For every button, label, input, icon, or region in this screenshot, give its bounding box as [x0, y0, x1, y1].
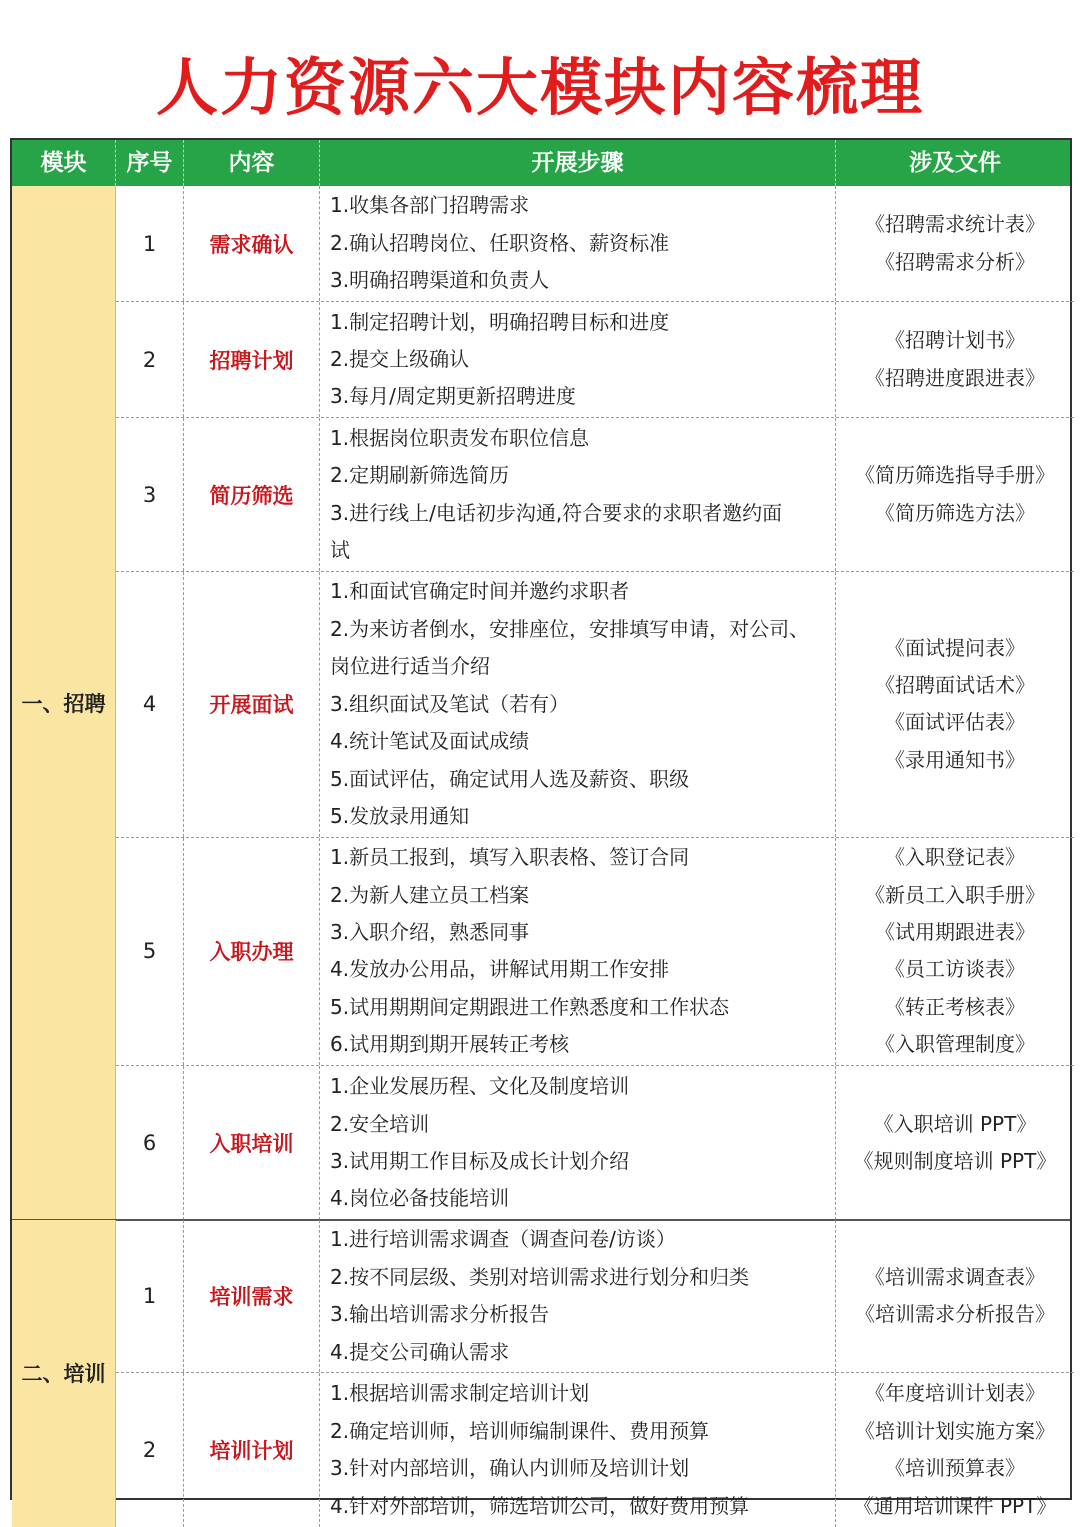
row-steps [320, 302, 836, 417]
step-line: 2.按不同层级、类别对培训需求进行划分和归类 [330, 1264, 750, 1289]
doc-line: 《试用期跟进表》 [875, 920, 1035, 945]
row-steps [320, 418, 836, 571]
doc-line: 《入职登记表》 [885, 845, 1025, 870]
page-title: 人力资源六大模块内容梳理 [155, 51, 924, 124]
step-line: 2.安全培训 [330, 1111, 430, 1136]
row-content: 招聘计划 [184, 302, 320, 417]
doc-line: 《招聘需求分析》 [875, 249, 1035, 274]
row-steps [320, 572, 836, 837]
step-line: 6.试用期到期开展转正考核 [330, 1032, 570, 1057]
step-line: 3.试用期工作目标及成长计划介绍 [330, 1148, 630, 1173]
step-line: 5.面试评估，确定试用人选及薪资、职级 [330, 766, 690, 791]
row-steps [320, 1373, 836, 1527]
step-line: 1.进行培训需求调查（调查问卷/访谈） [330, 1227, 676, 1252]
row-number: 2 [116, 302, 184, 417]
step-line: 2.确定培训师，培训师编制课件、费用预算 [330, 1418, 710, 1443]
step-line: 3.入职介绍，熟悉同事 [330, 920, 530, 945]
doc-line: 《面试提问表》 [885, 635, 1025, 660]
doc-line: 《面试评估表》 [885, 710, 1025, 735]
row-content: 入职办理 [184, 838, 320, 1065]
table-row [116, 418, 1074, 572]
step-line: 3.输出培训需求分析报告 [330, 1302, 550, 1327]
row-docs [836, 838, 1074, 1065]
step-line: 1.企业发展历程、文化及制度培训 [330, 1074, 630, 1099]
step-line: 2.定期刷新筛选简历 [330, 463, 510, 488]
hr-modules-table [10, 138, 1072, 1518]
step-line: 2.确认招聘岗位、任职资格、薪资标准 [330, 230, 670, 255]
doc-line: 《通用培训课件 PPT》 [853, 1493, 1057, 1518]
doc-line: 《培训预算表》 [885, 1456, 1025, 1481]
header-module: 模块 [12, 140, 116, 186]
row-content: 简历筛选 [184, 418, 320, 571]
row-docs [836, 572, 1074, 837]
row-steps [320, 838, 836, 1065]
doc-line: 《简历筛选方法》 [875, 500, 1035, 525]
step-line: 2.为来访者倒水，安排座位，安排填写申请，对公司、 [330, 616, 810, 641]
step-line: 3.针对内部培训，确认内训师及培训计划 [330, 1456, 690, 1481]
doc-line: 《招聘进度跟进表》 [865, 365, 1045, 390]
step-line: 4.岗位必备技能培训 [330, 1186, 510, 1211]
step-line: 5.发放录用通知 [330, 803, 470, 828]
step-line: 4.针对外部培训，筛选培训公司，做好费用预算 [330, 1493, 750, 1518]
row-docs [836, 186, 1074, 301]
row-docs [836, 1373, 1074, 1527]
header-steps: 开展步骤 [320, 140, 836, 186]
row-content: 需求确认 [184, 186, 320, 301]
table-row [116, 302, 1074, 418]
doc-line: 《培训计划实施方案》 [855, 1418, 1055, 1443]
doc-line: 《入职培训 PPT》 [873, 1111, 1037, 1136]
step-line: 1.新员工报到，填写入职表格、签订合同 [330, 845, 690, 870]
step-line: 4.发放办公用品，讲解试用期工作安排 [330, 957, 670, 982]
row-steps [320, 1066, 836, 1220]
step-line: 1.制定招聘计划，明确招聘目标和进度 [330, 309, 670, 334]
table-body [12, 186, 1070, 1518]
step-line: 3.明确招聘渠道和负责人 [330, 268, 550, 293]
doc-line: 《招聘需求统计表》 [865, 212, 1045, 237]
doc-line: 《新员工入职手册》 [865, 882, 1045, 907]
table-row [116, 1373, 1074, 1527]
table-row [116, 186, 1074, 302]
row-number: 1 [116, 186, 184, 301]
table-row [116, 1066, 1074, 1220]
doc-line: 《员工访谈表》 [885, 957, 1025, 982]
step-line: 3.每月/周定期更新招聘进度 [330, 384, 576, 409]
step-line: 5.试用期期间定期跟进工作熟悉度和工作状态 [330, 994, 730, 1019]
step-line: 1.和面试官确定时间并邀约求职者 [330, 579, 630, 604]
table-row [116, 1220, 1074, 1374]
module-cell: 一、招聘 [12, 186, 116, 1220]
row-content: 培训需求 [184, 1220, 320, 1373]
step-line: 岗位进行适当介绍 [330, 654, 490, 679]
header-docs: 涉及文件 [909, 150, 1001, 176]
doc-line: 《规则制度培训 PPT》 [853, 1148, 1057, 1173]
step-line: 4.统计笔试及面试成绩 [330, 729, 530, 754]
row-docs [836, 418, 1074, 571]
doc-line: 《转正考核表》 [885, 994, 1025, 1019]
row-content: 培训计划 [184, 1373, 320, 1527]
table-row [116, 572, 1074, 838]
row-number: 6 [116, 1066, 184, 1220]
doc-line: 《年度培训计划表》 [865, 1381, 1045, 1406]
row-number: 1 [116, 1220, 184, 1373]
header-no: 序号 [116, 140, 184, 186]
row-number: 5 [116, 838, 184, 1065]
doc-line: 《培训需求分析报告》 [855, 1302, 1055, 1327]
table-header [12, 140, 1070, 186]
step-line: 1.收集各部门招聘需求 [330, 193, 530, 218]
module-cell: 二、培训 [12, 1220, 116, 1527]
step-line: 1.根据培训需求制定培训计划 [330, 1381, 590, 1406]
doc-line: 《简历筛选指导手册》 [855, 463, 1055, 488]
row-steps [320, 186, 836, 301]
doc-line: 《招聘计划书》 [885, 328, 1025, 353]
step-line: 3.组织面试及笔试（若有） [330, 691, 570, 716]
step-line: 4.提交公司确认需求 [330, 1339, 510, 1364]
doc-line: 《培训需求调查表》 [865, 1264, 1045, 1289]
doc-line: 《录用通知书》 [885, 747, 1025, 772]
row-content: 入职培训 [184, 1066, 320, 1220]
row-docs [836, 1220, 1074, 1373]
row-number: 2 [116, 1373, 184, 1527]
row-docs [836, 302, 1074, 417]
step-line: 2.提交上级确认 [330, 347, 470, 372]
step-line: 1.根据岗位职责发布职位信息 [330, 425, 590, 450]
row-content: 开展面试 [184, 572, 320, 837]
row-number: 3 [116, 418, 184, 571]
header-content: 内容 [184, 140, 320, 186]
row-steps [320, 1220, 836, 1373]
step-line: 试 [330, 538, 350, 563]
step-line: 2.为新人建立员工档案 [330, 882, 530, 907]
doc-line: 《招聘面试话术》 [875, 672, 1035, 697]
table-row [116, 838, 1074, 1066]
step-line: 3.进行线上/电话初步沟通,符合要求的求职者邀约面 [330, 500, 783, 525]
doc-line: 《入职管理制度》 [875, 1032, 1035, 1057]
row-number: 4 [116, 572, 184, 837]
row-docs [836, 1066, 1074, 1220]
